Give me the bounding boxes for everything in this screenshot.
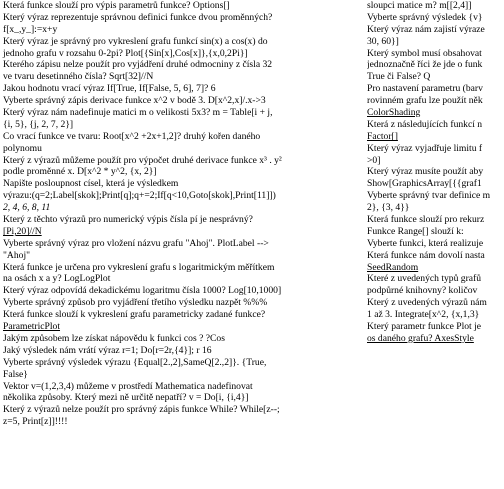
question-line: Vyberte funkci, která realizuje bbox=[367, 237, 484, 249]
question-line: f[x_,y_]:=x+y bbox=[3, 23, 58, 35]
question-line: Která funkce slouží pro výpis parametrů funkce? Options[] bbox=[3, 0, 230, 11]
question-line: Která funkce je určena pro vykreslení grafu s logaritmickým měřítkem bbox=[3, 261, 275, 273]
question-line: [Pi,20]//N bbox=[3, 225, 42, 237]
question-line: Který výraz musíte použít aby bbox=[367, 166, 484, 178]
question-line: Factor[] bbox=[367, 130, 398, 142]
question-line: Co vrací funkce ve tvaru: Root[x^2 +2x+1,2]? druhý kořen daného bbox=[3, 130, 261, 142]
question-line: Který výraz odpovídá dekadickému logaritmu čísla 1000? Log[10,1000] bbox=[3, 285, 282, 297]
question-line: sloupci matice m? m[[2,4]] bbox=[367, 0, 472, 11]
question-line: Který symbol musí obsahovat bbox=[367, 47, 482, 59]
question-line: jednoho grafu v rozsahu 0-2pi? Plot[{Sin[x],Cos[x]},{x,0,2Pi}] bbox=[3, 47, 248, 59]
question-line: Pro nastavení parametru (barv bbox=[367, 83, 483, 95]
question-line: Napište posloupnost císel, která je výsledkem bbox=[3, 178, 179, 190]
question-line: jednoznačně říci že jde o funk bbox=[367, 59, 483, 71]
question-line: Který výraz je správný pro vykreslení grafu funkcí sin(x) a cos(x) do bbox=[3, 35, 268, 47]
question-line: ColorShading bbox=[367, 107, 421, 119]
question-line: Jakým způsobem lze získat nápovědu k funkci cos ? ?Cos bbox=[3, 332, 225, 344]
question-line: Která funkce slouží pro rekurz bbox=[367, 214, 485, 226]
question-line: Který výraz reprezentuje správnou definici funkce dvou proměnných? bbox=[3, 11, 273, 23]
question-line: >0] bbox=[367, 154, 381, 166]
question-line: Který výraz nám nadefinuje matici m o velikosti 5x3? m = Table[i + j, bbox=[3, 107, 273, 119]
question-line: Kterého zápisu nelze použít pro vyjádření druhé odmocniny z čísla 32 bbox=[3, 59, 273, 71]
question-line: Vyberte správný tvar definice m bbox=[367, 190, 491, 202]
question-line: Jaký výsledek nám vrátí výraz r=1; Do[r=2r,{4}]; r 16 bbox=[3, 344, 212, 356]
question-line: Který z výrazů můžeme použít pro výpočet druhé derivace funkce x³ . y² bbox=[3, 154, 282, 166]
question-line: Vyberte správný způsob pro vyjádření třetího výsledku nazpět %%% bbox=[3, 297, 268, 309]
question-line: SeedRandom bbox=[367, 261, 419, 273]
question-line: Vyberte správný výraz pro vložení názvu grafu "Ahoj". PlotLabel --> bbox=[3, 237, 269, 249]
left-column bbox=[3, 0, 360, 428]
question-line: Která z následujících funkcí n bbox=[367, 118, 483, 130]
question-line: Která funkce nám dovolí nasta bbox=[367, 249, 485, 261]
question-line: False} bbox=[3, 368, 28, 380]
question-line: Který výraz vyjadřuje limitu f bbox=[367, 142, 483, 154]
question-line: Show[GraphicsArray[{{graf1 bbox=[367, 178, 482, 190]
question-line: podpůrné knihovny? količov bbox=[367, 285, 478, 297]
question-line: Vyberte správný výsledek {v} bbox=[367, 11, 483, 23]
question-line: True či False? Q bbox=[367, 71, 431, 83]
question-line: Vyberte správný zápis derivace funkce x^2 v bodě 3. D[x^2,x]/.x->3 bbox=[3, 95, 266, 107]
question-line: 2, 4, 6, 8, 11 bbox=[3, 202, 51, 214]
question-line: "Ahoj" bbox=[3, 249, 31, 261]
question-line: os daného grafu? AxesStyle bbox=[367, 332, 474, 344]
question-line: výrazu:(q=2;Label[skok];Print[q];q+=2;If[q<10,Goto[skok],Print[11]]) bbox=[3, 190, 276, 202]
question-line: z=5, Print[z]]!!!! bbox=[3, 416, 68, 428]
question-line: Vektor v=(1,2,3,4) můžeme v prostředí Mathematica nadefinovat bbox=[3, 380, 253, 392]
question-line: Vyberte správný výsledek výrazu {Equal[2.,2],SameQ[2.,2]}. {True, bbox=[3, 356, 267, 368]
question-line: několika způsoby. Který mezi ně určitě nepatří? v = Do[i, {i,4}] bbox=[3, 392, 249, 404]
question-line: Který výraz nám zajistí výraze bbox=[367, 23, 485, 35]
question-line: podle proměnné x. D[x^2 * y^2, {x, 2}] bbox=[3, 166, 157, 178]
question-line: Který z těchto výrazů pro numerický výpis čísla pí je nesprávný? bbox=[3, 214, 253, 226]
question-line: Která funkce slouží k vykreslení grafu parametricky zadané funkce? bbox=[3, 309, 266, 321]
right-column bbox=[367, 0, 504, 345]
question-line: polynomu bbox=[3, 142, 42, 154]
question-line: Který z výrazů nelze použít pro správný zápis funkce While? While[z--; bbox=[3, 404, 280, 416]
question-line: ParametricPlot bbox=[3, 321, 61, 333]
question-line: rovinném grafu lze použít něk bbox=[367, 95, 483, 107]
question-line: 30, 60}] bbox=[367, 35, 399, 47]
question-line: ve tvaru desetinného čísla? Sqrt[32]//N bbox=[3, 71, 154, 83]
question-line: Který parametr funkce Plot je bbox=[367, 321, 482, 333]
question-line: 1 až 3. Integrate[x^2, {x,1,3} bbox=[367, 309, 480, 321]
question-line: {i, 5}, {j, 2, 7, 2}] bbox=[3, 118, 74, 130]
question-line: Funkce Range[] slouží k: bbox=[367, 225, 464, 237]
question-line: Které z uvedených typů grafů bbox=[367, 273, 482, 285]
question-line: Který z uvedených výrazů nám bbox=[367, 297, 487, 309]
question-line: na osách x a y? LogLogPlot bbox=[3, 273, 111, 285]
question-line: Jakou hodnotu vrací výraz If[True, If[False, 5, 6], 7]? 6 bbox=[3, 83, 216, 95]
question-line: 2}, {3, 4}} bbox=[367, 202, 410, 214]
